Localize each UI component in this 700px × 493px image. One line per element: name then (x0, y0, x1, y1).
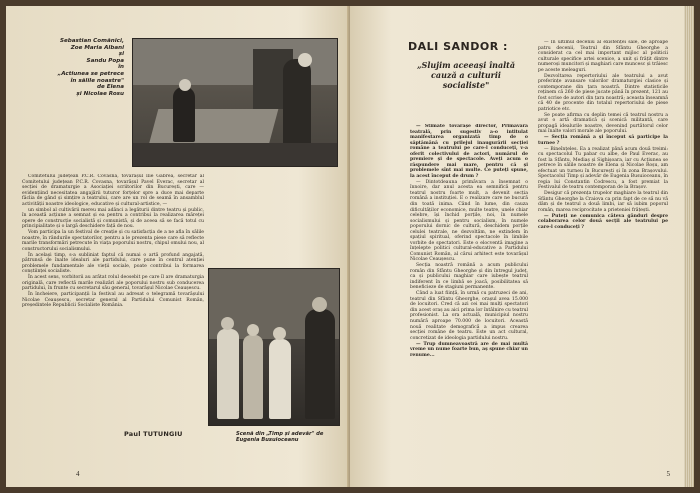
interview-answer: Dezvoltarea repertoriului ale teatrului a avut preferințe avansare valorilor dramaturgiei clasice și contemporane din țara noastră. Dintre statisticile reținem că 260 de piese jucate până în prezent, 121 au fost scrise de autori din țara noastră; aceasta înseamnă că 40 de procente din totalul repertoriului de piese patriotice etc. (538, 73, 668, 112)
headline-name: DALI SANDOR : (408, 40, 508, 53)
page-number-left: 4 (76, 470, 80, 478)
interview-question: — Stimate tovarășe director, Primăvara teatrală, prin sugestiv a-o intitulat manifestarea organizată timp de o săptămână cu prilejul inaugurării secției române a teatrului pe care-l conduceți, v-a oferit colectivului de actori, numărul de premiere și de spectacole. Aveți acum o răspundere mai mare, pentru că și problemele sînt mai multe. Ce puteți spune, la acest început de drum ? (410, 124, 528, 179)
top-caption-line: „Actiunea se petrece (57, 70, 124, 77)
top-photo (132, 38, 338, 167)
top-caption-line: Sandu Popa (86, 57, 124, 64)
author-signature: Paul TUTUNGIU (124, 430, 183, 438)
interview-answer: Desigur că prezența trupelor maghiare la teatrul din Sfântu Gheorghe la Craiova ca prin fapt de ce să nu vă dăm și de teatrul a două limbi, iar să iubim poporul român, marea reciprocitate a prieteniei frățești. (538, 191, 668, 213)
bottom-caption (236, 431, 346, 443)
right-page (350, 6, 694, 487)
top-caption-line: în sălile noastre" (70, 77, 124, 84)
bottom-caption-line: Eugenia Busuioceanu (236, 437, 299, 444)
right-column-2 (538, 40, 668, 434)
magazine-spread (6, 6, 694, 487)
interview-question: — Trup dumneavoastră are de mai multă vreme un nume foarte bun, aș spune chiar un renume... (410, 341, 528, 358)
headline-quote: „Slujim aceeași înaltă cauză a culturii socialiste" (416, 60, 516, 90)
left-article-column (22, 174, 204, 426)
paragraph: În acest sens, vorbitorii au arătat rolul deosebit pe care îl are dramaturgia originală, care reflectă marile realizări ale poporului nostru sub conducerea partidului, în frunte cu secretarul său general, tovarășul Nicolae Ceaușescu. (22, 275, 204, 292)
paragraph: un simbol al cultivării mereu mai adânci a legăturii dintre teatru și public, în această acțiune a semnat și ea pentru a contribui la realizarea măreței opere de construcție socialistă și comunistă, și de aceea să se facă totul cu principialitate și o largă deschidere față de nou. (22, 207, 204, 230)
interview-question: — Puteți ne comunica câteva gânduri despre colaborarea celor două secții ale teatrului pe care-l conduceți ? (538, 213, 668, 230)
bottom-photo (208, 268, 340, 426)
interview-answer: — Bineînțeles. Ea a realizat până acum două treimi: cu spectacolul Tu pabar cu albe, de Paul Everac, au fost la Sfântu, Mediaș și Sighișoara, iar cu Acțiunea se petrece în sălile noastre de Elena și Nicolae Roșu, am efectuat un turneu în București și în zona Brașovului. Spectacolul Timp și adevăr de Eugenia Busuioceanu, în regia lui Constantin Codrescu, a fost premiat la Festivalul de teatru contemporan de la Brașov. (538, 146, 668, 191)
interview-answer: Când a luat ființă, în urmă cu patruzeci de ani, teatrul din Sfântu Gheorghe, orașul avea 15.000 de locuitori. Cred că azi cei mai mulți spectatori din acest oraș au aici prima lor întâlnire cu teatrul profesionist. La ora actuală, municipiul nostru numără aproape 70.000 de locuitori. Această nouă realitate demografică a impus crearea secției române de teatru. Este un act cultural, concretizat de ideologia partidului nostru. (410, 291, 528, 341)
paragraph: În încheiere, participanții la festival au adresat o telegramă tovarășului Nicolae Ceaușescu, secretar general al Partidului Comunist Român, președintele Republicii Socialiste România. (22, 291, 204, 309)
bottom-caption-line: Scenă din „Timp și adevăr" de (236, 431, 324, 437)
interview-answer: — Dintotdeauna primăvara a însemnat o înnoire, dar anul acesta ea semnifică pentru teatrul nostru foarte mult, a devenit secția română a instituției. E o realizare care ne bucură din toată inima. Când în lume, din cauza dificultăților economice, multe teatre, unele chiar celebre, își închid porțile, noi, în numele socialismului și pentru socialism, în numele poporului dornic de cultură, deschidem porțile celulei teatrale, ne dezvoltăm, ne extindem în spațiul spiritual, oferind spectacole în limbile vorbite de spectatori. Este o elocventă imagine a înțelepte politici cultural-educative a Partidului Comunist Român, al cărui arhitect este tovarășul Nicolae Ceaușescu. (410, 179, 528, 263)
interview-answer: Se poate afirma cu deplin temei că teatrul nostru a avut o artă dramatică și scenică militantă, care propagă idealurile noastre, devenind purtătorul celor mai înalte valori morale ale poporului. (538, 112, 668, 135)
right-column-1 (410, 124, 528, 434)
left-page (6, 6, 350, 487)
top-caption-line: de Elena (96, 84, 124, 91)
paragraph: Comitetului județean P.C.R. Covasna, tovarășul Ilie Gabrea, secretar al Comitetului județean P.C.R. Covasna, tovarășul Pavel Everac, secretar al secției de dramaturgie a Asociației scriitorilor din București, care — evidențiind necesitatea angajării tuturor forțelor spre a duce mai departe făclia de gând și simțire a teatrului, care are un rol de seamă în ansamblul activității noastre ideologice, educative și cultural-artistice, — (22, 174, 204, 207)
top-caption-line: și (118, 51, 124, 58)
top-caption-line: și Nicolae Rosu (76, 90, 124, 97)
top-caption-line: Sebastian Comănici, (59, 38, 124, 44)
top-caption-line: în (118, 64, 124, 71)
paragraph: În același timp, s-a subliniat faptul că numai o artă profund angajată, pătrunsă de înalte idealuri ale partidului, care pune în centrul atenției problemele fundamentale ale vieții sociale, poate contribui la formarea conștiinței socialiste. (22, 252, 204, 275)
interview-question: — Secția română a și început să participe la turnee ? (538, 135, 668, 146)
page-edge (684, 6, 694, 487)
page-number-right: 5 (666, 470, 670, 478)
top-caption (22, 38, 124, 97)
interview-answer: — În ultimul deceniu al existenței sale, de aproape patru decenii, Teatrul din Sfântu Gheorghe a considerat ca cel mai important mijloc al politicii culturale specifice artei scenice, a unit și frățit dintre numeroși muncitori și maghiari care muncesc și trăiesc pe aceste meleaguri. (538, 40, 668, 73)
paragraph: Vom participa la un festival de creație și cu satisfacția de a ne afla în sălile noastre, în rândurile spectatorilor, pentru a le prezenta piese care să reflecte marile transformări petrecute în viața poporului nostru, chipul omului nou, al constructorului socialismului. (22, 230, 204, 252)
interview-answer: Secția noastră română a acum publicului român din Sfântu Gheorghe și din întregul județ, ca și publicului maghiar care iubește teatrul indiferent în ce limbă se joacă, posibilitatea să beneficieze de stagiuni permanente. (410, 263, 528, 291)
top-caption-line: Zoe Maria Albani (70, 44, 124, 51)
